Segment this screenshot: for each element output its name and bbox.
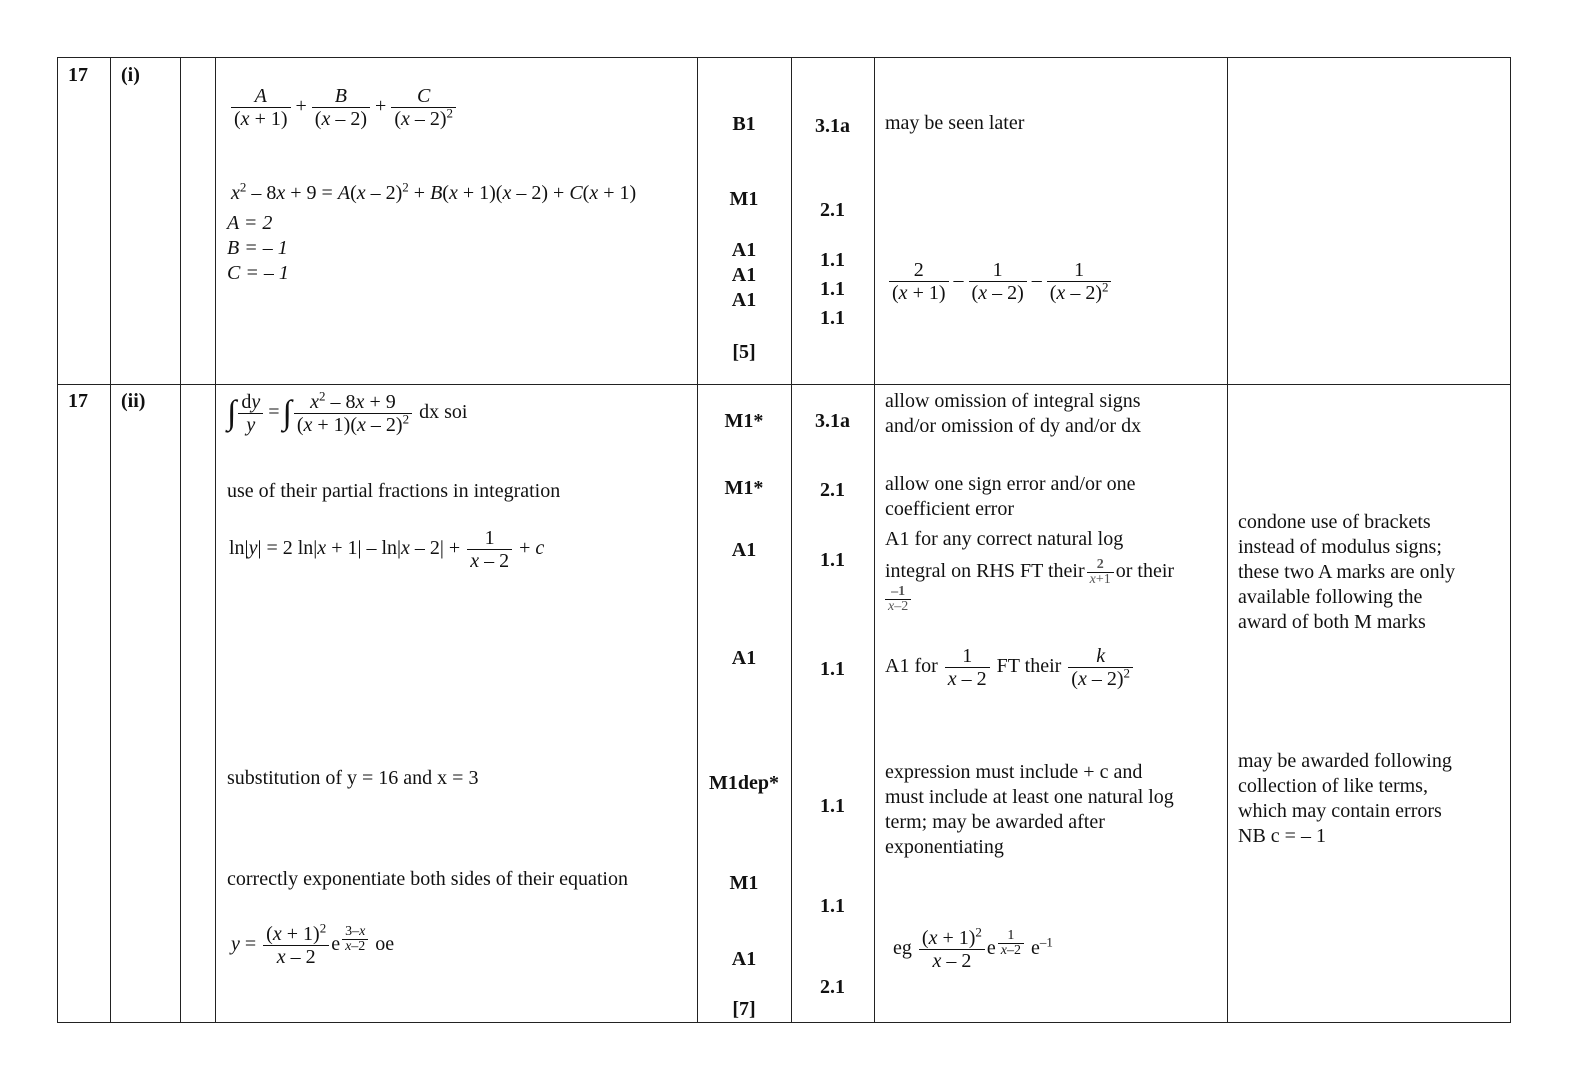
guidance-text: A1 for [885, 655, 938, 678]
final-answer-expression: y = $\frac{(x + 1)^2}{x - 2}$ e $^{\frac{3-x}{x-2}}$ oe [231, 920, 395, 968]
guidance-text: or their [1115, 560, 1175, 583]
guidance-text: and/or omission of dy and/or dx [885, 415, 1142, 437]
oe-note: oe [375, 933, 395, 956]
mark-a1: A1 [731, 647, 757, 669]
log-integral-result: ln|y| = 2 ln|x + 1| – ln|x – 2| + $\frac{1}{x - 2}$ + c [229, 527, 545, 572]
col-line [180, 57, 181, 1023]
ao-code: 2.1 [820, 976, 845, 998]
answer-a-value: A = 2 [227, 212, 273, 234]
col-line [57, 57, 58, 1023]
guidance-text: FT their [996, 655, 1062, 678]
col-line [1510, 57, 1511, 1023]
guidance-text: must include at least one natural log [885, 786, 1174, 808]
mark-m1-star: M1* [724, 477, 764, 499]
guidance-text: eg [893, 937, 912, 960]
col-line [215, 57, 216, 1023]
guidance-text: allow one sign error and/or one [885, 473, 1136, 495]
partial-fraction-form: $\frac{A}{(x + 1)}$ + $\frac{B}{(x - 2)}$ + $\frac{C}{(x - 2)^2}$ [229, 85, 458, 130]
ao-code: 1.1 [820, 249, 845, 271]
answer-text: use of their partial fractions in integration [227, 480, 561, 502]
col-line [110, 57, 111, 1023]
identity-equation: $x^2 - 8x + 9 = A(x - 2)^2 + B(x + 1)(x - 2) + C(x + 1)$ [231, 179, 637, 204]
guidance-text: allow omission of integral signs [885, 390, 1141, 412]
guidance-text: coefficient error [885, 498, 1014, 520]
answer-b-value: B = – 1 [227, 237, 288, 259]
question-part: (ii) [121, 390, 146, 412]
ao-code: 3.1a [815, 115, 850, 137]
answer-text: substitution of y = 16 and x = 3 [227, 767, 479, 789]
mark-scheme-table [57, 57, 1511, 1023]
ao-code: 1.1 [820, 658, 845, 680]
guidance-ft-line: integral on RHS FT their $\frac{2}{x+1}$ or their [885, 557, 1175, 587]
integral-suffix: dx soi [419, 401, 468, 424]
extra-guidance-text: award of both M marks [1238, 611, 1426, 633]
guidance-text: may be seen later [885, 112, 1025, 134]
question-number: 17 [68, 64, 88, 86]
mark-m1: M1 [729, 872, 759, 894]
ao-code: 1.1 [820, 278, 845, 300]
row-divider [57, 384, 1511, 385]
extra-guidance-text: NB c = – 1 [1238, 825, 1326, 847]
extra-guidance-text: available following the [1238, 586, 1423, 608]
ao-code: 3.1a [815, 410, 850, 432]
answer-c-value: C = – 1 [227, 262, 289, 284]
ao-code: 1.1 [820, 795, 845, 817]
table-border-bottom [57, 1022, 1511, 1023]
ao-code: 2.1 [820, 479, 845, 501]
ao-code: 2.1 [820, 199, 845, 221]
guidance-a1-line: A1 for $\frac{1}{x - 2}$ FT their $\frac{k}{(x - 2)^2}$ [885, 645, 1135, 690]
final-partial-fractions: $\frac{2}{(x + 1)}$ – $\frac{1}{(x - 2)}$ – $\frac{1}{(x - 2)^2}$ [887, 259, 1113, 304]
question-number: 17 [68, 390, 88, 412]
guidance-text: exponentiating [885, 836, 1004, 858]
extra-guidance-text: which may contain errors [1238, 800, 1442, 822]
total-marks: [5] [732, 341, 756, 363]
mark-a1: A1 [731, 539, 757, 561]
table-border-top [57, 57, 1511, 58]
mark-m1: M1 [729, 188, 759, 210]
guidance-text: expression must include + c and [885, 761, 1143, 783]
mark-a1: A1 [731, 239, 757, 261]
extra-guidance-text: collection of like terms, [1238, 775, 1428, 797]
guidance-fraction: $\frac{-1}{x-2}$ [883, 585, 913, 614]
guidance-text: A1 for any correct natural log [885, 528, 1124, 550]
mark-a1: A1 [731, 948, 757, 970]
extra-guidance-text: instead of modulus signs; [1238, 536, 1442, 558]
mark-m1-star: M1* [724, 410, 764, 432]
guidance-example: eg $\frac{(x + 1)^2}{x - 2}$ e $^{\frac{1}{x-2}}$ $e^{-1}$ [893, 924, 1053, 972]
col-line [874, 57, 875, 1023]
guidance-text: term; may be awarded after [885, 811, 1105, 833]
extra-guidance-text: condone use of brackets [1238, 511, 1431, 533]
question-part: (i) [121, 64, 140, 86]
extra-guidance-text: may be awarded following [1238, 750, 1452, 772]
mark-a1: A1 [731, 264, 757, 286]
mark-m1-dep: M1dep* [709, 772, 779, 794]
extra-guidance-text: these two A marks are only [1238, 561, 1456, 583]
ao-code: 1.1 [820, 307, 845, 329]
col-line [1227, 57, 1228, 1023]
mark-a1: A1 [731, 289, 757, 311]
ao-code: 1.1 [820, 895, 845, 917]
total-marks: [7] [732, 998, 756, 1020]
answer-text: correctly exponentiate both sides of their equation [227, 868, 628, 890]
mark-b1: B1 [732, 113, 756, 135]
separated-integral: ∫ $\frac{dy}{y}$ =∫ $\frac{x^2 - 8x + 9}{(x + 1)(x - 2)^2}$ dx soi [227, 388, 468, 436]
guidance-text: integral on RHS FT their [885, 560, 1085, 583]
ao-code: 1.1 [820, 549, 845, 571]
